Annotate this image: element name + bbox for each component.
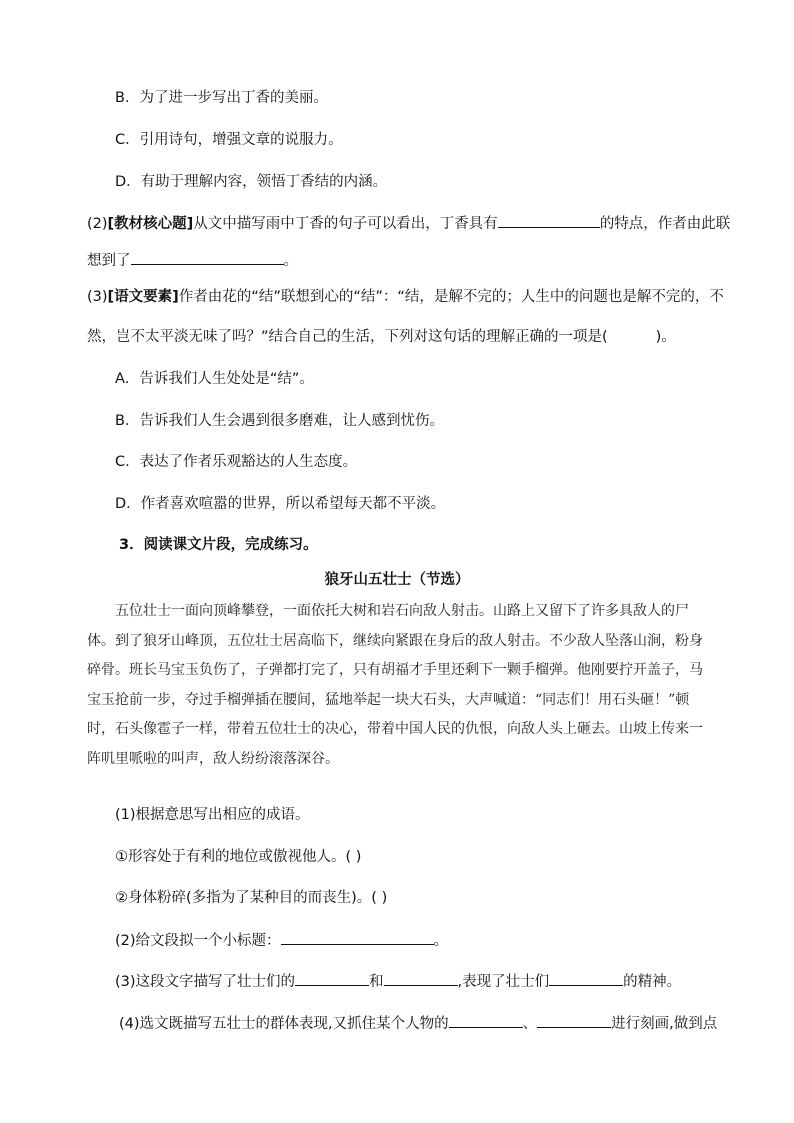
question-text: 想到了	[87, 253, 131, 269]
choice-b: B．告诉我们人生会遇到很多磨难，让人感到忧伤。	[115, 413, 444, 429]
question-text: 从文中描写雨中丁香的句子可以看出，丁香具有	[193, 216, 498, 232]
question-text: ,表现了壮士们	[457, 974, 550, 990]
answer-blank[interactable]	[537, 1013, 611, 1028]
question-3-part-1: (1)根据意思写出相应的成语。	[115, 807, 310, 823]
answer-blank[interactable]	[131, 250, 284, 265]
question-text-end: 进行刻画,做到点	[611, 1016, 718, 1032]
question-text: (3)这段文字描写了壮士们的	[115, 974, 296, 990]
passage-text: 五位壮士一面向顶峰攀登，一面依托大树和岩石向敌人射击。山路上又留下了许多具敌人的尸体。到了狼牙山峰顶，五位壮士居高临下，继续向紧跟在身后的敌人射击。不少敌人坠落山涧，粉身碎骨。班长马宝玉负伤了，子弹都打完了，只有胡福才手里还剩下一颗手榴弹。他刚要拧开盖子，马宝玉抢前一步，夺过手榴弹插在腰间，猛地举起一块大石头，大声喊道：“同志们！用石头砸！”顿时，石头像雹子一样，带着五位壮士的决心，带着中国人民的仇恨，向敌人头上砸去。山坡上传来一阵叽里哌啦的叫声，敌人纷纷滚落深谷。	[87, 603, 703, 767]
question-text-end: )。	[655, 329, 676, 345]
answer-blank[interactable]	[449, 1013, 523, 1028]
question-3-part-4	[119, 1013, 717, 1034]
question-text: (2)给文段拟一个小标题：	[115, 933, 281, 949]
question-3-heading: 3．阅读课文片段，完成练习。	[119, 537, 318, 553]
choice-c: C．引用诗句，增强文章的说服力。	[115, 132, 343, 148]
choice-a: A．告诉我们人生处处是“结”。	[115, 371, 314, 387]
question-text: 作者由花的“结”联想到心的“结”：“结，是解不完的；人生中的问题也是解不完的，不	[178, 289, 724, 305]
question-text-cont: 的特点，作者由此联	[599, 216, 731, 232]
question-2-part-3-line2	[87, 327, 676, 347]
question-2-part-3	[87, 287, 724, 307]
answer-blank[interactable]	[281, 930, 434, 945]
part-number: (2)	[87, 216, 108, 232]
connector: 和	[369, 974, 384, 990]
separator: 、	[522, 1016, 538, 1032]
language-element-tag: [语文要素]	[107, 289, 179, 305]
punctuation: 。	[433, 933, 449, 949]
part-number: (3)	[87, 289, 108, 305]
passage-title: 狼牙山五壮士（节选）	[324, 572, 470, 588]
question-3-part-1-item-1: ①形容处于有利的地位或傲视他人。( )	[115, 849, 362, 865]
question-2-part-2-line2	[87, 250, 298, 271]
answer-blank[interactable]	[295, 971, 369, 986]
answer-blank[interactable]	[384, 971, 458, 986]
choice-d: D．作者喜欢喧嚣的世界，所以希望每天都不平淡。	[115, 496, 446, 512]
choice-b: B．为了进一步写出丁香的美丽。	[115, 90, 328, 106]
choice-c: C．表达了作者乐观豁达的人生态度。	[115, 454, 358, 470]
question-2-part-2	[87, 213, 730, 234]
punctuation: 。	[283, 253, 298, 269]
question-text: (4)选文既描写五壮士的群体表现,又抓住某个人物的	[119, 1016, 449, 1032]
question-3-part-2	[115, 930, 448, 951]
question-text-end: 的精神。	[623, 974, 682, 990]
choice-d: D．有助于理解内容，领悟丁香结的内涵。	[115, 174, 388, 190]
question-3-part-3	[115, 971, 681, 992]
question-text: 然，岂不太平淡无味了吗？”结合自己的生活，下列对这句话的理解正确的一项是(	[87, 329, 608, 345]
answer-blank[interactable]	[549, 971, 623, 986]
core-question-tag: [教材核心题]	[107, 216, 194, 232]
question-3-part-1-item-2: ②身体粉碎(多指为了某种目的而丧生)。( )	[115, 890, 388, 906]
answer-blank[interactable]	[498, 213, 600, 228]
